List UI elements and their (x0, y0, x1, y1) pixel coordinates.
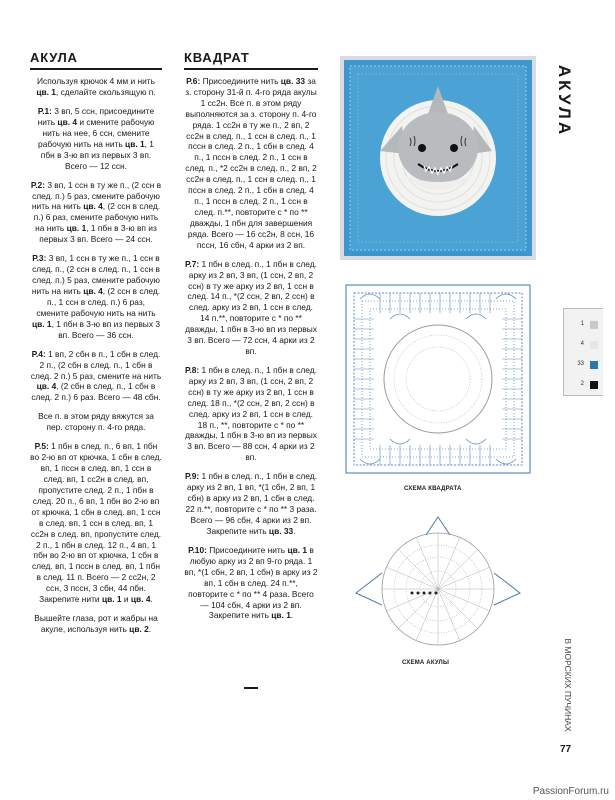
square-paragraphs (184, 76, 318, 621)
legend-swatch (590, 381, 598, 389)
text: 1 пбн в след. п., 1 пбн в след. арку из 2 вп, 3 вп, (1 ссн, 2 вп, 2 ссн) в ту же арку из 2 вп, 1 ссн в след. 14 п., *(2 ссн, 2 вп, 2 ссн) в след. арку из 2 вп, 1 ссн в след. 14 п.**, повторите с * по ** дважды, 1 пбн в 3-ю вп из первых 3 вп. Всего — 72 ссн, 4 арки из 2 вп. (185, 258, 317, 356)
text: Все п. в этом ряду вяжутся за пер. сторону п. 4-го ряда. (38, 411, 154, 433)
text: за з. сторону 31-й п. 4-го ряда акулы 1 сс2н. Все п. в этом ряду выполняются за з. сторону п. 4-го ряда. 1 сс2н в ту же п., 2 вп, 2 сс2н в след. п., 1 ссн в след. п., 1 пссн в след. 2 п., 1 сбн в след. 4 п., 1 пссн в след. 2 п., 1 ссн в след. п., *2 сс2н в след. п., 2 вп, 2 сс2н в след. п., 1 ссн в след. п., 1 пссн в след. 2 п., 1 сбн в след. 4 п., 1 пссн в след. 2 п., 1 ссн в след. п.**, повторите с * по ** дважды, 1 пбн для завершения ряда. Всего — 16 сс2н, 8 ссн, 16 пссн, 16 сбн, 4 арки из 2 вп. (185, 76, 317, 250)
legend-swatch (590, 361, 598, 369)
end-rule (244, 687, 258, 689)
text: в любую арку из 2 вп 9-го ряда. 1 вп, *(1 сбн, 2 вп, 1 сбн) в арку из 2 вп, 1 сбн в след. 24 п.**, повторите с * по ** 4 раза. Всего — 104 сбн, 4 арки из 2 вп. Закрепите нить (184, 545, 318, 621)
color-legend (563, 308, 603, 396)
bold-text: цв. 4 (57, 116, 78, 127)
bold-text: цв. 1 (66, 223, 87, 234)
vertical-title (549, 56, 579, 146)
text: , (2 ссн в след. п., 1 ссн в след. п.) 6 раз, смените рабочую нить на нить (36, 285, 161, 318)
bold-text: Р.6: (186, 76, 203, 86)
bold-text: цв. 33 (280, 76, 306, 86)
text: 3 вп, 1 ссн в ту же п., 1 ссн в след. п., (2 ссн в след. п., 1 ссн в след. п.) 5 раз, смените рабочую нить на нить (31, 253, 160, 296)
text: и смените рабочую нить на нее, 6 ссн, смените рабочую нить на нить (38, 116, 155, 149)
text: , (2 сбн в след. п., 1 сбн в след. 2 п.) 6 раз. Всего — 48 сбн. (31, 381, 161, 403)
legend-row-1 (564, 318, 604, 332)
text: , сделайте скользящую п. (55, 86, 156, 97)
text: Используя крючок 4 мм и нить (37, 76, 155, 86)
instruction-paragraph (184, 471, 318, 536)
instruction-paragraph (30, 411, 162, 433)
bold-text: цв. 2 (129, 624, 149, 635)
instruction-paragraph (184, 76, 318, 251)
bold-text: цв. 4 (130, 594, 151, 605)
section-title-shark: АКУЛА (30, 50, 78, 65)
bold-text: Р.8: (185, 365, 202, 376)
square-scheme-diagram (340, 279, 536, 479)
bold-text: цв. 1 (31, 318, 52, 329)
shark-scheme-diagram (350, 513, 526, 653)
text: 1 вп, 2 сбн в п., 1 сбн в след. 2 п., (2 сбн в след. п., 1 сбн в след. 2 п.) 5 раз, смените на нить (30, 348, 162, 381)
text: , 1 пбн в 3-ю вп из первых 3 вп. Всего — 12 ссн. (40, 138, 154, 171)
bold-text: Р.9: (185, 471, 202, 482)
bold-text: цв. 1 (125, 138, 145, 149)
legend-number: 1 (580, 321, 584, 327)
bold-text: цв. 1 (271, 610, 291, 621)
legend-swatch (590, 341, 598, 349)
chapter-side-text-label: В МОРСКИХ ПУЧИНАХ (563, 638, 573, 732)
text: 1 пбн в след. п., 1 пбн в след. арку из 2 вп, 3 вп, (1 ссн, 2 вп, 2 ссн) в ту же арку из 2 вп, 1 ссн в след. 18 п., *(2 ссн, 2 вп, 2 ссн) в след. арку из 2 вп, 1 ссн в след. 18 п., **, повторите с * по ** дважды, 1 пбн в 3-ю вп из первых 3 вп. Всего — 88 ссн, 4 арки из 2 вп. (185, 365, 317, 463)
crochet-square-photo (340, 56, 536, 260)
text: , 1 пбн в 3-ю вп из первых 3 вп. Всего — 24 ссн. (39, 223, 157, 245)
square-scheme-caption: СХЕМА КВАДРАТА (404, 486, 462, 492)
bold-text: Р.1: (37, 106, 55, 116)
instruction-paragraph (184, 545, 318, 621)
shark-instructions (30, 76, 162, 643)
text: , (2 ссн в след. п.) 6 раз, смените рабочую нить на нить (33, 201, 161, 234)
text: 3 вп, 1 ссн в ту же п., (2 ссн в след. п.) 5 раз, смените рабочую нить на нить (31, 179, 162, 212)
shark-scheme-caption: СХЕМА АКУЛЫ (402, 660, 450, 666)
text: 1 пбн в след. п., 1 пбн в след. арку из 2 вп, 1 вп, *(1 сбн, 2 вп, 1 сбн) в арку из 2 вп, 1 сбн в след. 22 п.**, повторите с * по ** 3 раза. Всего — 96 сбн, 4 арки из 2 вп. Закрепите нить (185, 471, 317, 536)
text: 3 вп, 5 ссн, присоедините нить (37, 106, 155, 127)
legend-swatch (590, 321, 598, 329)
text: Присоедините нить (209, 545, 288, 555)
section-rule-shark (30, 68, 162, 70)
shark-paragraphs (30, 76, 162, 635)
legend-row-2 (564, 378, 604, 392)
text: . (150, 594, 153, 605)
bold-text: Р.7: (185, 258, 202, 269)
legend-row-4 (564, 338, 604, 352)
instruction-paragraph (30, 180, 162, 245)
bold-text: цв. 1 (101, 594, 122, 605)
bold-text: цв. 4 (83, 285, 103, 296)
text: Присоедините нить (202, 76, 281, 86)
square-instructions (184, 76, 318, 630)
text: . (293, 525, 296, 536)
legend-number: 4 (580, 341, 584, 347)
text: 1 пбн в след. п., 6 вп, 1 пбн во 2-ю вп от крючка, 1 сбн в след. вп, 1 пссн в след. вп, 1 ссн в след. вп, 1 сс2н в след. вп, пропустите след. 2 п., 1 пбн в след. 20 п., 6 вп, 1 пбн во 2-ю вп от крючка, 1 сбн в след. вп, 1 ссн в след. вп, 1 ссн в след. вп, 1 сс2н в след. вп, пропустите след. 2 п., 1 пбн в след. 12 п., 4 вп, 1 пбн во 2-ю вп от крючка, 1 сбн в след. вп, 1 пссн в след. вп, 1 пбн в след. 11 п. Всего — 2 сс2н, 2 ссн, 3 пссн, 3 сбн, 44 пбн. Закрепите нити (30, 441, 162, 605)
instruction-paragraph (30, 106, 162, 171)
bold-text: Р.5: (34, 441, 52, 452)
page-number: 77 (560, 744, 572, 755)
instruction-paragraph (30, 349, 162, 404)
bold-text: Р.3: (32, 253, 49, 264)
text: и (121, 594, 131, 605)
legend-row-33 (564, 358, 604, 372)
bold-text: цв. 4 (36, 381, 57, 392)
section-rule-square (184, 68, 318, 70)
text: . (148, 624, 152, 635)
bold-text: Р.2: (30, 179, 48, 190)
bold-text: цв. 33 (268, 525, 294, 536)
instruction-paragraph (184, 259, 318, 357)
text: Вышейте глаза, рот и жабры на акуле, используя нить (34, 613, 158, 635)
bold-text: цв. 1 (287, 545, 308, 555)
instruction-paragraph (30, 76, 162, 98)
instruction-paragraph (30, 613, 162, 635)
instruction-paragraph (30, 441, 162, 605)
text: . (290, 610, 294, 621)
text: , 1 пбн в 3-ю вп из первых 3 вп. Всего — 36 ссн. (51, 318, 160, 340)
bold-text: цв. 4 (83, 201, 103, 212)
section-title-square: КВАДРАТ (184, 50, 250, 65)
bold-text: Р.4: (31, 348, 49, 359)
chapter-side-text (557, 630, 579, 740)
instruction-paragraph (184, 365, 318, 463)
watermark: PassionForum.ru (532, 786, 609, 797)
instruction-paragraph (30, 253, 162, 340)
bold-text: цв. 1 (36, 86, 56, 97)
legend-number: 2 (580, 381, 584, 387)
vertical-title-text: АКУЛА (555, 64, 574, 138)
legend-number: 33 (577, 361, 584, 367)
bold-text: Р.10: (188, 545, 210, 555)
